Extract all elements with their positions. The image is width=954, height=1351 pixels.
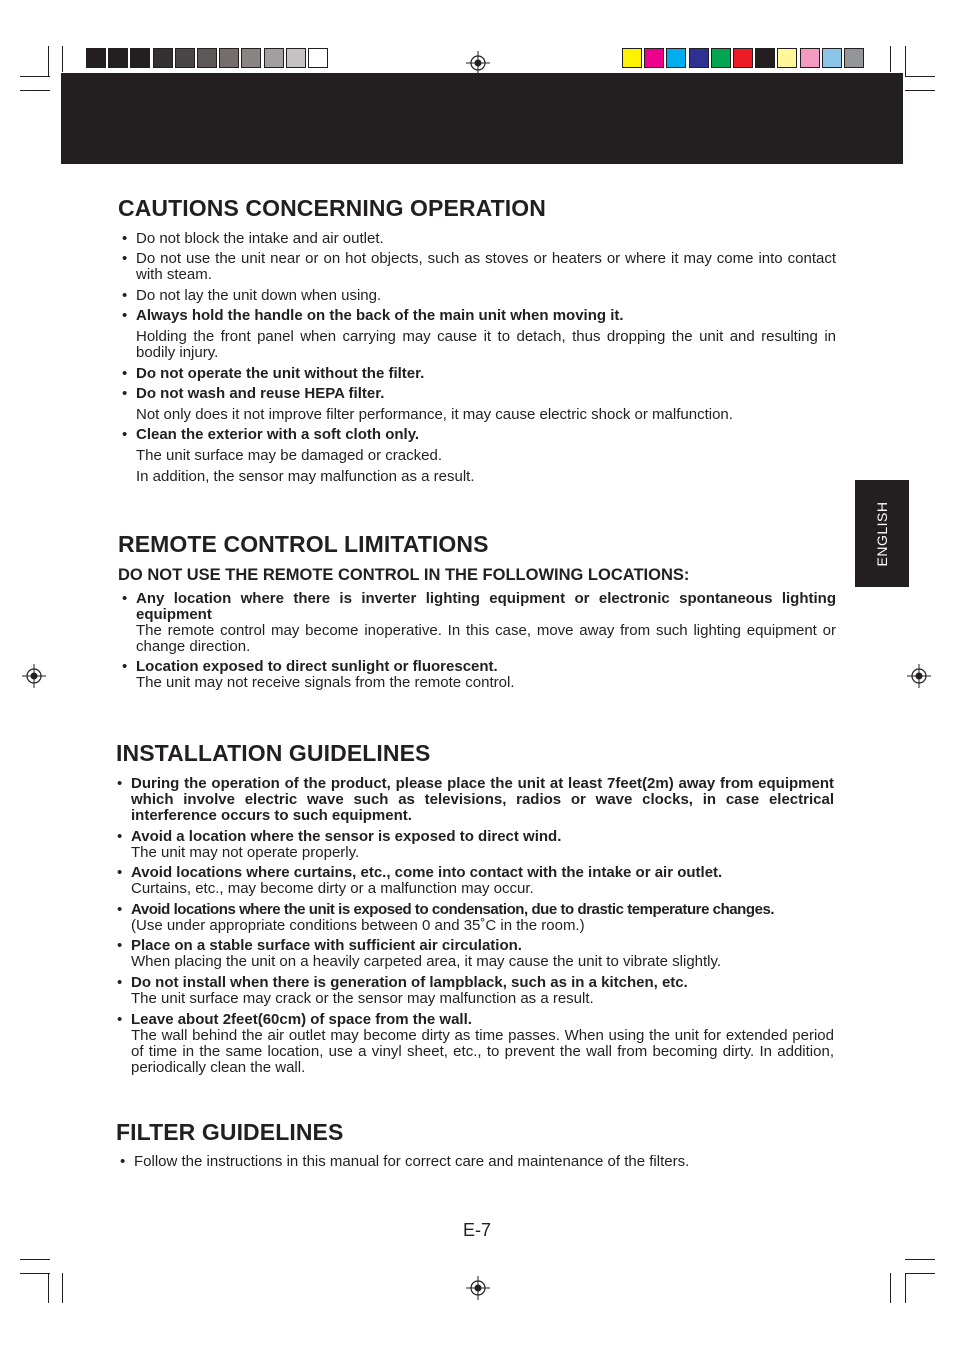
- cautions-list: [122, 230, 836, 485]
- crop-mark: [20, 1273, 50, 1274]
- list-item: • Avoid locations where curtains, etc., come into contact with the intake or air outlet. Curtains, etc., may become dirty or a malfunction may occur.: [117, 864, 723, 897]
- list-item: • During the operation of the product, please place the unit at least 7feet(2m) away from equipment which involve electric wave such as televisions, radios or wave clocks, in case electrical interference occurs to such equipment.: [117, 775, 834, 824]
- list-item: • Follow the instructions in this manual for correct care and maintenance of the filters.: [120, 1153, 690, 1170]
- section-title-installation: INSTALLATION GUIDELINES: [116, 740, 431, 766]
- list-item: • Any location where there is inverter lighting equipment or electronic spontaneous lighting equipment The remote control may become inoperative. In this case, move away from such lighting equipment or change direction.: [122, 590, 836, 655]
- installation-list: [117, 775, 834, 1076]
- color-swatch: [777, 48, 797, 68]
- crop-mark: [48, 1273, 49, 1303]
- crop-mark: [20, 1259, 50, 1260]
- color-swatch: [800, 48, 820, 68]
- color-swatch: [153, 48, 173, 68]
- crop-mark: [48, 46, 49, 76]
- list-item: • Avoid a location where the sensor is exposed to direct wind. The unit may not operate properly.: [117, 828, 562, 861]
- color-swatch: [264, 48, 284, 68]
- color-swatch: [197, 48, 217, 68]
- crop-mark: [20, 90, 50, 91]
- crop-mark: [905, 1273, 935, 1274]
- color-swatch: [308, 48, 328, 68]
- crop-mark: [890, 46, 891, 72]
- crop-mark: [890, 1273, 891, 1303]
- list-item: • Do not operate the unit without the filter.: [122, 365, 425, 382]
- crop-mark: [62, 46, 63, 72]
- crop-mark: [905, 76, 935, 77]
- color-swatch: [711, 48, 731, 68]
- registration-mark-icon: [22, 664, 46, 688]
- list-item: • Do not install when there is generation of lampblack, such as in a kitchen, etc. The unit surface may crack or the sensor may malfunction as a result.: [117, 974, 688, 1007]
- remote-list: [122, 590, 836, 691]
- filter-list: [120, 1153, 834, 1170]
- crop-mark: [905, 46, 906, 76]
- list-item: • Place on a stable surface with sufficient air circulation. When placing the unit on a heavily carpeted area, it may cause the unit to vibrate slightly.: [117, 937, 722, 970]
- list-item: • Do not wash and reuse HEPA filter. Not only does it not improve filter performance, it may cause electric shock or malfunction.: [122, 385, 733, 423]
- color-swatch: [733, 48, 753, 68]
- color-swatch: [175, 48, 195, 68]
- crop-mark: [905, 1273, 906, 1303]
- section-subtitle-remote: DO NOT USE THE REMOTE CONTROL IN THE FOLLOWING LOCATIONS:: [118, 566, 690, 584]
- section-title-filter: FILTER GUIDELINES: [116, 1119, 344, 1145]
- list-item: • Do not use the unit near or on hot objects, such as stoves or heaters or where it may come into contact with steam.: [122, 250, 836, 283]
- color-swatch: [644, 48, 664, 68]
- list-item: • Clean the exterior with a soft cloth only. The unit surface may be damaged or cracked. In addition, the sensor may malfunction as a result.: [122, 426, 475, 485]
- registration-mark-icon: [466, 1276, 490, 1300]
- color-swatch: [844, 48, 864, 68]
- color-swatch: [666, 48, 686, 68]
- section-title-remote: REMOTE CONTROL LIMITATIONS: [118, 531, 489, 557]
- color-swatch: [130, 48, 150, 68]
- list-item: • Do not lay the unit down when using.: [122, 287, 382, 304]
- header-band: [61, 73, 903, 164]
- color-swatch: [689, 48, 709, 68]
- color-swatch: [241, 48, 261, 68]
- color-swatch: [219, 48, 239, 68]
- list-item: • Always hold the handle on the back of the main unit when moving it. Holding the front panel when carrying may cause it to detach, thus dropping the unit and resulting in bodily injury.: [122, 307, 836, 361]
- list-item: • Do not block the intake and air outlet.: [122, 230, 384, 247]
- section-title-cautions: CAUTIONS CONCERNING OPERATION: [118, 195, 546, 221]
- crop-mark: [62, 1273, 63, 1303]
- list-item: • Leave about 2feet(60cm) of space from the wall. The wall behind the air outlet may become dirty as time passes. When using the unit for extended period of time in the same location, use a vinyl sheet, etc., to prevent the wall from becoming dirty. In addition, periodically clean the wall.: [117, 1011, 834, 1076]
- list-item: • Location exposed to direct sunlight or fluorescent. The unit may not receive signals from the remote control.: [122, 658, 515, 691]
- color-swatch: [286, 48, 306, 68]
- color-swatch: [622, 48, 642, 68]
- color-swatch: [755, 48, 775, 68]
- color-swatch: [822, 48, 842, 68]
- language-tab: [855, 480, 909, 587]
- crop-mark: [905, 1259, 935, 1260]
- list-item: • Avoid locations where the unit is exposed to condensation, due to drastic temperature changes. (Use under appropriate conditions between 0 and 35˚C in the room.): [117, 901, 775, 934]
- page-number: E-7: [463, 1220, 492, 1240]
- registration-mark-icon: [907, 664, 931, 688]
- color-swatch: [86, 48, 106, 68]
- language-tab-label: ENGLISH: [874, 501, 890, 566]
- color-swatch: [108, 48, 128, 68]
- registration-mark-icon: [466, 51, 490, 75]
- crop-mark: [20, 76, 50, 77]
- crop-mark: [905, 90, 935, 91]
